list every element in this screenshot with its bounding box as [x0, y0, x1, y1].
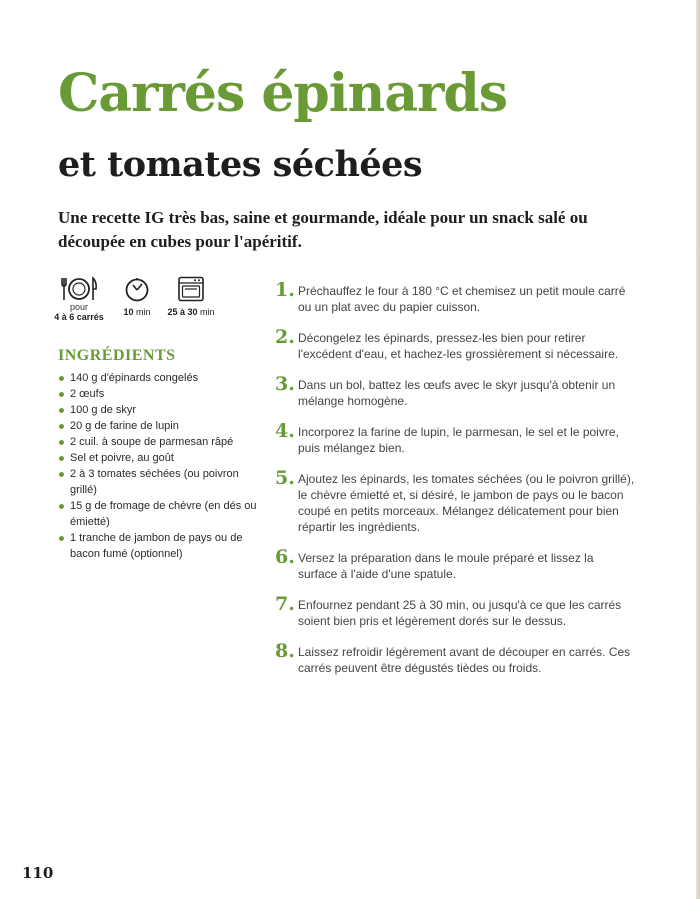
prep-time-unit: min — [136, 307, 151, 317]
step-text: Préchauffez le four à 180 °C et chemisez un petit moule carré ou un plat avec du papier cuisson. — [298, 284, 626, 314]
step-text: Décongelez les épinards, pressez-les bien pour retirer l'excédent d'eau, et hachez-les grossièrement si nécessaire. — [298, 331, 619, 361]
bake-time-number: 25 à 30 — [167, 307, 198, 317]
step-number: 6. — [275, 546, 295, 568]
ingredient-item: 15 g de fromage de chèvre (en dés ou émietté) — [58, 498, 258, 530]
ingredient-item: 2 à 3 tomates séchées (ou poivron grillé) — [58, 466, 258, 498]
plate-cutlery-icon — [59, 276, 99, 302]
step-8 — [275, 640, 635, 676]
step-number: 1. — [275, 279, 295, 301]
step-4 — [275, 420, 635, 456]
step-number: 5. — [275, 467, 295, 489]
recipe-title: Carrés épinards — [58, 63, 508, 124]
step-number: 8. — [275, 640, 295, 662]
clock-icon — [124, 276, 150, 302]
step-7 — [275, 593, 635, 629]
recipe-subtitle: et tomates séchées — [58, 144, 423, 185]
step-number: 7. — [275, 593, 295, 615]
step-number: 4. — [275, 420, 295, 442]
prep-time-info — [117, 276, 157, 318]
portions-label: pour — [69, 302, 88, 312]
step-text: Dans un bol, battez les œufs avec le skyr jusqu'à obtenir un mélange homogène. — [298, 378, 616, 408]
step-text: Laissez refroidir légèrement avant de découper en carrés. Ces carrés peuvent être dégustés tièdes ou froids. — [298, 645, 631, 675]
step-6 — [275, 546, 635, 582]
portions-info — [54, 276, 104, 323]
oven-icon — [177, 276, 205, 302]
page-edge — [696, 0, 700, 899]
prep-time-value — [117, 307, 157, 318]
step-text: Ajoutez les épinards, les tomates séchées (ou le poivron grillé), le chèvre émietté et, si désiré, le jambon de pays ou le bacon coupé en petits morceaux. Mélangez délicatement pour bien répartir les ingrédients. — [298, 472, 635, 534]
bake-time-info — [166, 276, 216, 318]
ingredient-item: Sel et poivre, au goût — [58, 450, 258, 466]
bake-time-value — [166, 307, 216, 318]
step-text: Incorporez la farine de lupin, le parmesan, le sel et le poivre, puis mélangez bien. — [298, 425, 619, 455]
bake-time-unit: min — [200, 307, 215, 317]
ingredient-item: 2 cuil. à soupe de parmesan râpé — [58, 434, 258, 450]
ingredients-heading: INGRÉDIENTS — [58, 347, 176, 364]
step-number: 3. — [275, 373, 295, 395]
step-1 — [275, 279, 635, 315]
prep-time-number: 10 — [123, 307, 134, 317]
step-number: 2. — [275, 326, 295, 348]
ingredients-list — [58, 370, 258, 562]
portions-value: 4 à 6 carrés — [54, 312, 104, 322]
ingredient-item: 100 g de skyr — [58, 402, 258, 418]
ingredient-item: 140 g d'épinards congelés — [58, 370, 258, 386]
step-5 — [275, 467, 635, 535]
step-3 — [275, 373, 635, 409]
step-2 — [275, 326, 635, 362]
recipe-intro: Une recette IG très bas, saine et gourmande, idéale pour un snack salé ou découpée en cubes pour l'apéritif. — [58, 208, 588, 251]
ingredient-item: 20 g de farine de lupin — [58, 418, 258, 434]
step-text: Versez la préparation dans le moule préparé et lissez la surface à l'aide d'une spatule. — [298, 551, 594, 581]
step-text: Enfournez pendant 25 à 30 min, ou jusqu'à ce que les carrés soient bien pris et légèrement dorés sur le dessus. — [298, 598, 622, 628]
ingredient-item: 1 tranche de jambon de pays ou de bacon fumé (optionnel) — [58, 530, 258, 562]
ingredient-item: 2 œufs — [58, 386, 258, 402]
page-number: 110 — [22, 864, 54, 882]
instructions — [275, 279, 635, 691]
